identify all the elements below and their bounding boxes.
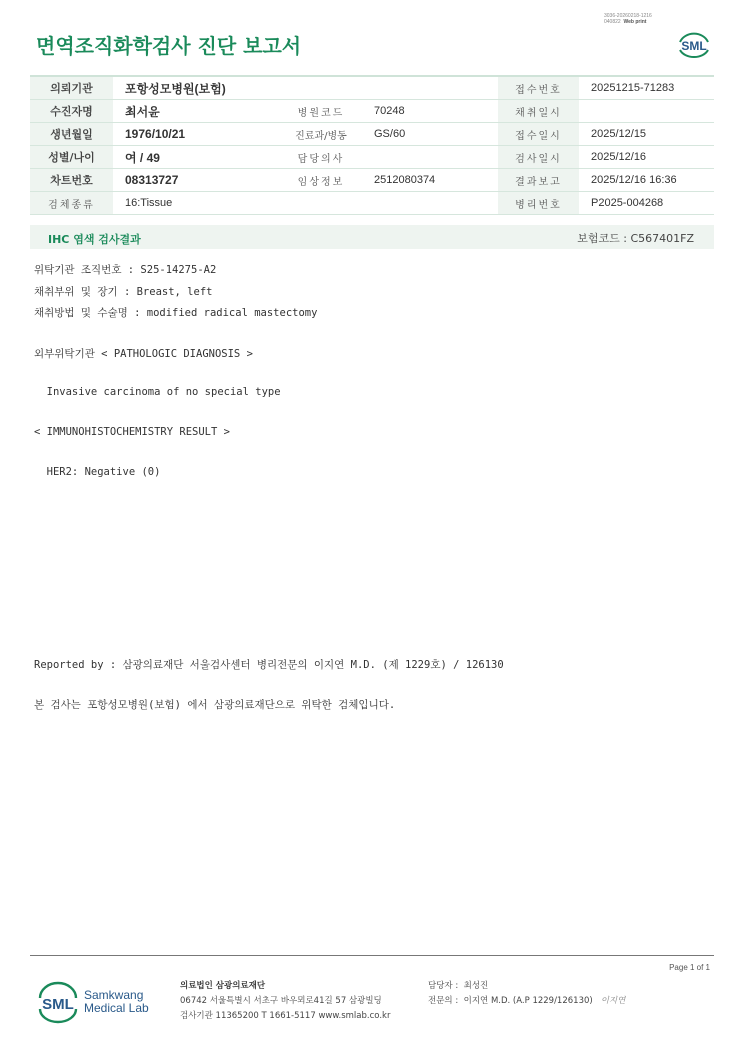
insurance-code: 보험코드 : C567401FZ [577, 232, 694, 245]
info-value: 16:Tissue [113, 192, 280, 215]
body-line: 채취부위 및 장기 : Breast, left [34, 286, 213, 298]
info-value: P2025-004268 [579, 192, 714, 215]
info-value: 1976/10/21 [113, 123, 280, 146]
info-label: 담당의사 [280, 146, 362, 169]
reported-by: Reported by : 삼광의료재단 서울검사센터 병리전문의 이지연 M.D. (제 1229호) / 126130 [34, 659, 504, 671]
info-label: 생년월일 [30, 123, 113, 146]
info-value [362, 192, 498, 215]
signature: 이지연 [600, 996, 626, 1006]
info-label: 검체종류 [30, 192, 113, 215]
info-label: 접수일시 [498, 123, 579, 146]
lab-name-line1: Samkwang [84, 988, 144, 1002]
body-line: 외부위탁기관 < PATHOLOGIC DIAGNOSIS > [34, 348, 253, 360]
info-value: 최서윤 [113, 100, 280, 123]
info-value: 2025/12/16 16:36 [579, 169, 714, 192]
info-value: 70248 [362, 100, 498, 123]
info-value [362, 146, 498, 169]
print-code-line1: 3036-20260218-1216 [604, 13, 652, 19]
staff-name: 최성진 [463, 981, 489, 991]
info-value [362, 76, 498, 100]
footer-org: 의료법인 삼광의료재단 [180, 981, 266, 991]
info-value: 08313727 [113, 169, 280, 192]
info-label: 의뢰기관 [30, 76, 113, 100]
lab-name-line2: Medical Lab [84, 1001, 149, 1015]
info-label: 결과보고 [498, 169, 579, 192]
info-label: 병원코드 [280, 100, 362, 123]
info-value [579, 100, 714, 123]
info-label: 접수번호 [498, 76, 579, 100]
sml-footer-logo-icon [36, 981, 80, 1025]
info-row [30, 100, 714, 123]
body-line: 위탁기관 조직번호 : S25-14275-A2 [34, 264, 217, 276]
body-line: 채취방법 및 수술명 : modified radical mastectomy [34, 307, 318, 319]
info-value: 20251215-71283 [579, 76, 714, 100]
footer-address-block [180, 979, 390, 1024]
info-value: 포항성모병원(보험) [113, 76, 280, 100]
print-code [604, 13, 652, 25]
info-label: 차트번호 [30, 169, 113, 192]
info-row [30, 146, 714, 169]
info-value: 2512080374 [362, 169, 498, 192]
footer-divider [30, 955, 714, 956]
info-label: 성별/나이 [30, 146, 113, 169]
footer-contact: 검사기관 11365200 T 1661-5117 www.smlab.co.kr [180, 1011, 391, 1021]
page-number: Page 1 of 1 [669, 963, 710, 972]
svg-text:SML: SML [42, 996, 74, 1013]
info-row [30, 76, 714, 100]
info-label: 진료과/병동 [280, 123, 362, 146]
print-code-line2: 040822 [604, 19, 621, 25]
info-label: 임상정보 [280, 169, 362, 192]
body-line: < IMMUNOHISTOCHEMISTRY RESULT > [34, 426, 230, 438]
specialist-name: 이지연 M.D. (A.P 1229/126130) [463, 996, 593, 1006]
section-header [30, 225, 714, 249]
sml-logo-icon [676, 28, 712, 62]
lab-name [84, 989, 149, 1015]
footer-staff-block [428, 979, 625, 1009]
info-label: 채취일시 [498, 100, 579, 123]
print-code-tag: Web print [623, 19, 647, 25]
info-value: 여 / 49 [113, 146, 280, 169]
patient-info-table [30, 75, 714, 215]
report-title: 면역조직화학검사 진단 보고서 [36, 34, 302, 58]
consignment-notice: 본 검사는 포항성모병원(보험) 에서 삼광의료재단으로 위탁한 검체입니다. [34, 699, 396, 711]
info-label: 병리번호 [498, 192, 579, 215]
info-label [280, 192, 362, 215]
info-row [30, 192, 714, 215]
staff-label: 담당자 : [428, 981, 459, 991]
info-label: 검사일시 [498, 146, 579, 169]
footer-address: 06742 서울특별시 서초구 바우뫼로41길 57 삼광빌딩 [180, 996, 382, 1006]
section-title: IHC 염색 검사결과 [48, 233, 141, 246]
info-row [30, 169, 714, 192]
info-label: 수진자명 [30, 100, 113, 123]
info-value: GS/60 [362, 123, 498, 146]
info-value: 2025/12/15 [579, 123, 714, 146]
info-row [30, 123, 714, 146]
info-value: 2025/12/16 [579, 146, 714, 169]
svg-text:SML: SML [681, 39, 707, 53]
ihc-result-text: HER2: Negative (0) [34, 466, 161, 478]
diagnosis-text: Invasive carcinoma of no special type [34, 386, 281, 398]
info-label [280, 76, 362, 100]
specialist-label: 전문의 : [428, 996, 459, 1006]
